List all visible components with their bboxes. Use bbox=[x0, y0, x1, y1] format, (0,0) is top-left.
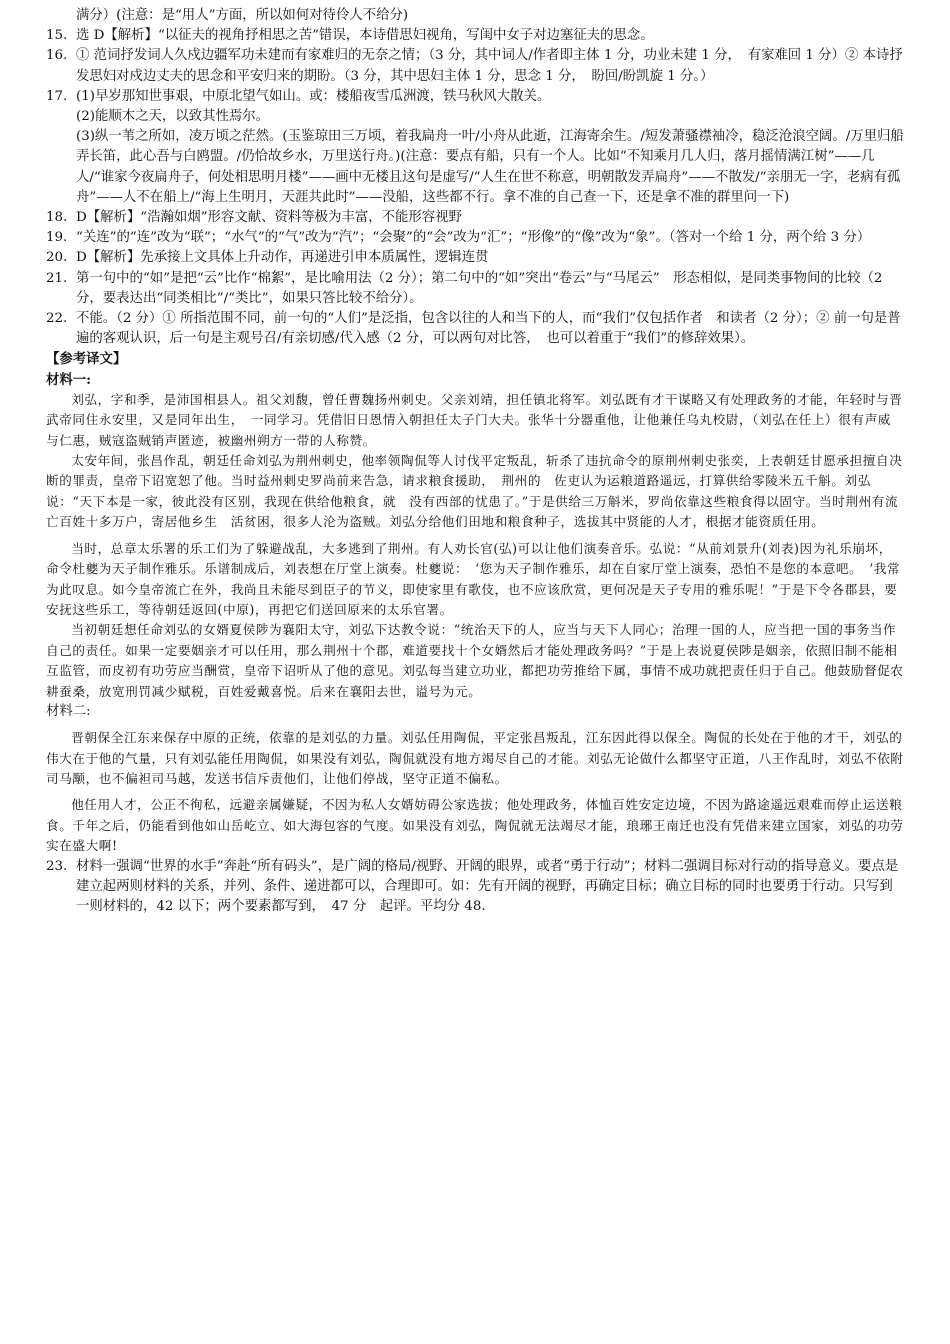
answer-19 bbox=[46, 228, 904, 248]
answer-17-part-2: (2)能顺木之天，以致其性焉尔。 bbox=[76, 109, 270, 125]
reference-translation-heading: 【参考译文】 bbox=[46, 351, 127, 368]
answer-text: 选 D【解析】“以征夫的视角抒相思之苦”错误，本诗借思妇视角，写闺中女子对边塞征夫的思念。 bbox=[76, 28, 654, 44]
material-1-heading: 材料一: bbox=[46, 371, 92, 388]
translation-paragraph: 刘弘，字和季，是沛国相县人。祖父刘馥，曾任曹魏扬州刺史。父亲刘靖，担任镇北将军。刘弘既有才干谋略又有处理政务的才能，年轻时与晋武帝同住永安里，又是同年出生， 一同学习。凭借旧日恩情入朝担任太子门大夫。张华十分器重他，让他兼任乌丸校尉，（刘弘在任上）很有声威与仁惠，贼寇盗贼销声匿迹，被幽州朔方一带的人称赞。 bbox=[46, 391, 903, 448]
translation-paragraph: 当初朝廷想任命刘弘的女婿夏侯陟为襄阳太守，刘弘下达教令说：“统治天下的人，应当与天下人同心；治理一国的人，应当把一国的事务当作自己的责任。如果一定要姻亲才可以任用，那么荆州十个郡，难道要找十个女婿然后才能处理政务吗？”于是上表说夏侯陟是姻亲，依照旧制不能相互监管，而皮初有功劳应当酬赏，皇帝下诏听从了他的意见。刘弘每当建立功业，都把功劳推给下属，事情不成功就把责任归于自己。他鼓励督促农耕蚕桑，放宽刑罚减少赋税，百姓爱戴喜悦。后来在襄阳去世，谥号为元。 bbox=[46, 622, 904, 699]
answer-number: 23. bbox=[46, 858, 68, 874]
answer-number: 20. bbox=[46, 250, 68, 266]
translation-paragraph: 当时，总章太乐署的乐工们为了躲避战乱，大多逃到了荆州。有人劝长官(弘)可以让他们演奏音乐。弘说：“从前刘景升(刘表)因为礼乐崩坏，命令杜夔为天子制作雅乐。乐谱制成后，刘表想在厅堂上演奏。杜夔说： ‘您为天子制作雅乐，却在自家厅堂上演奏，恐怕不是您的本意吧。 ’我常为此叹息。如今皇帝流亡在外，我尚且未能尽到臣子的节义，即使家里有歌伎，也不应该欣赏，更何况是天子专用的雅乐呢！”于是下令各郡县，要安抚这些乐工，等待朝廷返回(中原)，再把它们送回原来的太乐官署。 bbox=[46, 540, 901, 617]
answer-23 bbox=[46, 857, 904, 918]
line-score-note: 满分）(注意：是“用人”方面，所以如何对待伶人不给分) bbox=[76, 8, 409, 23]
answer-text: “关连”的“连”改为“联”；“水气”的“气”改为“汽”；“会聚”的“会”改为“汇”；“形像”的“像”改为“象”。（答对一个给 1 分，两个给 3 分） bbox=[76, 230, 871, 246]
answer-21 bbox=[46, 269, 904, 309]
answer-17-part-3: (3)纵一苇之所如，凌万顷之茫然。(玉鉴琼田三万顷，着我扁舟一叶/小舟从此逝，江海寄余生。/短发萧骚襟袖冷，稳泛沧浪空阔。/万里归船弄长笛，此心吾与白鸥盟。/仍恰故乡水，万里送行舟。)(注意：要点有船，只有一个人。比如“不知乘月几人归，落月摇情满江树”——几人/“谁家今夜扁舟子，何处相思明月楼”——画中无楼且这句是虚写/“人生在世不称意，明朝散发弄扁舟”——不散发/“亲朋无一字，老病有孤舟”——人不在船上/“海上生明月，天涯共此时”——没船，这些都不行。拿不准的自己查一下，还是拿不准的群里问一下) bbox=[76, 129, 904, 205]
answer-18 bbox=[46, 208, 904, 228]
answer-key-page bbox=[46, 6, 904, 917]
answer-number: 21. bbox=[46, 270, 68, 286]
answer-number: 16. bbox=[46, 48, 68, 64]
answer-text: 第一句中的“如”是把“云”比作“棉絮”，是比喻用法（2 分）；第二句中的“如”突出“卷云”与“马尾云” 形态相似，是同类事物间的比较（2 分，要表达出“同类相比”/“类比”，如果只答比较不给分）。 bbox=[76, 270, 883, 306]
answer-number: 19. bbox=[46, 230, 68, 246]
answer-number: 22. bbox=[46, 311, 68, 327]
translation-paragraph: 他任用人才，公正不徇私，远避亲属嫌疑，不因为私人女婿妨碍公家选拔；他处理政务，体恤百姓安定边境，不因为路途遥远艰难而停止运送粮食。千年之后，仍能看到他如山岳屹立、如大海包容的气度。如果没有刘弘，陶侃就无法竭尽才能，琅琊王南迁也没有凭借来建立国家，刘弘的功劳实在盛大啊! bbox=[46, 797, 904, 854]
answer-number: 15. bbox=[46, 28, 68, 44]
material-2-heading: 材料二: bbox=[46, 703, 91, 719]
answer-16 bbox=[46, 46, 904, 86]
answer-number: 18. bbox=[46, 210, 68, 226]
answer-22 bbox=[46, 309, 904, 349]
answer-17 bbox=[46, 87, 904, 208]
answer-20 bbox=[46, 248, 904, 268]
answer-17-part-1: (1)早岁那知世事艰，中原北望气如山。或：楼船夜雪瓜洲渡，铁马秋风大散关。 bbox=[76, 88, 551, 104]
answer-15 bbox=[46, 26, 904, 46]
translation-paragraph: 晋朝保全江东来保存中原的正统，依靠的是刘弘的力量。刘弘任用陶侃，平定张昌叛乱，江东因此得以保全。陶侃的长处在于他的才干，刘弘的伟大在于他的气量，只有刘弘能任用陶侃，如果没有刘弘，陶侃就没有地方竭尽自己的才能。刘弘无论做什么都坚守正道，八王作乱时，刘弘不依附司马颙，也不偏袒司马越，发送书信斥责他们，让他们停战，坚守正道不偏私。 bbox=[46, 730, 904, 786]
answer-text: D【解析】先承接上文具体上升动作，再递进引申本质属性，逻辑连贯 bbox=[76, 250, 489, 266]
answer-text: D【解析】“浩瀚如烟”形容文献、资料等极为丰富，不能形容视野 bbox=[76, 210, 462, 226]
answer-text: ① 范词抒发词人久戍边疆军功未建而有家难归的无奈之情；（3 分，其中词人/作者即主体 1 分，功业未建 1 分， 有家难回 1 分）② 本诗抒发思妇对戍边丈夫的思念和平安归来的期盼。（3 分，其中思妇主体 1 分，思念 1 分， 盼回/盼凯旋 1 分。） bbox=[76, 48, 903, 84]
answer-text: 材料一强调“世界的水手”奔赴“所有码头”，是广阔的格局/视野、开阔的眼界，或者“勇于行动”；材料二强调目标对行动的指导意义。要点是建立起两则材料的关系，并列、条件、递进都可以，合理即可。如：先有开阔的视野，再确定目标；确立目标的同时也要勇于行动。只写到一则材料的，42 以下；两个要素都写到， 47 分 起评。平均分 48. bbox=[76, 858, 899, 914]
answer-text: 不能。（2 分）① 所指范围不同，前一句的“人们”是泛指，包含以往的人和当下的人，而“我们”仅包括作者 和读者（2 分）；② 前一句是普遍的客观认识，后一句是主观号召/有亲切感/代入感（2 分，可以两句对比答， 也可以着重于“我们”的修辞效果）。 bbox=[76, 311, 901, 347]
translation-paragraph: 太安年间，张昌作乱，朝廷任命刘弘为荆州刺史，他率领陶侃等人讨伐平定叛乱，斩杀了违抗命令的原荆州刺史张奕，上表朝廷甘愿承担擅自决断的罪责，皇帝下诏宽恕了他。当时益州刺史罗尚前来告急，请求粮食援助， 荆州的 佐吏认为运粮道路遥远，打算供给零陵米五千斛。刘弘说：“天下本是一家，彼此没有区别，我现在供给他粮食，就 没有西部的忧患了。”于是供给三万斛米，罗尚依靠这些粮食得以固守。当时荆州有流亡百姓十多万户，寄居他乡生 活贫困，很多人沦为盗贼。刘弘分给他们田地和粮食种子，选拔其中贤能的人才，根据才能资质任用。 bbox=[46, 453, 903, 530]
answer-body bbox=[76, 87, 904, 208]
answer-number: 17. bbox=[46, 88, 68, 104]
